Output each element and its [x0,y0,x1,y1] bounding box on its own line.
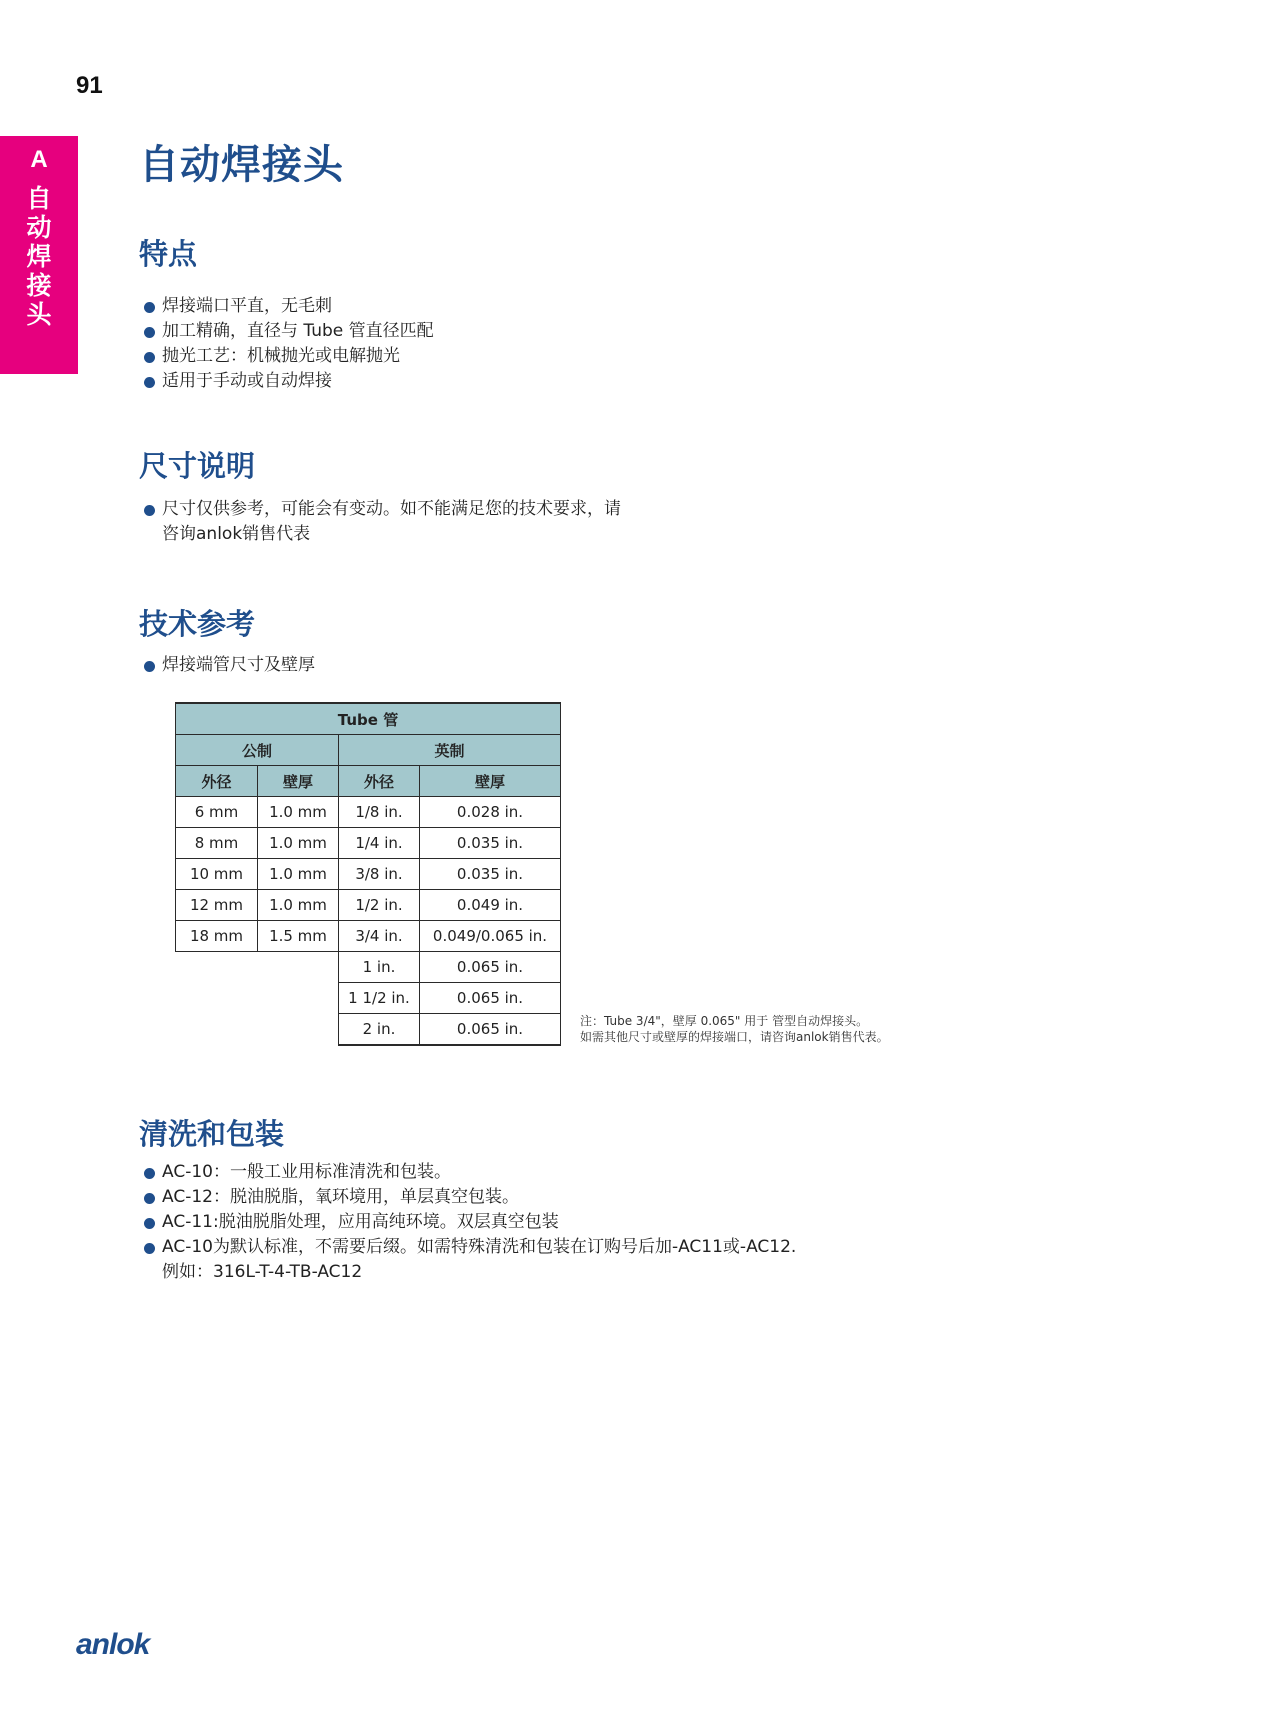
table-cell: 12 mm [176,890,258,921]
section-tab-char: 接 [26,271,52,300]
table-cell: 1/4 in. [339,828,420,859]
anlok-logo: anlok [76,1628,150,1661]
list-item: 焊接端管尺寸及壁厚 [142,653,315,678]
table-row [176,952,561,983]
table-row [176,921,561,952]
table-cell: 2 in. [339,1014,420,1046]
cleaning-list [142,1160,796,1285]
note-line: 如需其他尺寸或壁厚的焊接端口，请咨询anlok销售代表。 [580,1030,889,1044]
table-cell: 0.065 in. [420,1014,561,1046]
section-tab-char: 焊 [26,242,52,271]
table-cell: 0.028 in. [420,797,561,828]
table-cell: 8 mm [176,828,258,859]
table-row [176,828,561,859]
dimensions-list [142,497,621,547]
metric-header: 公制 [176,735,339,766]
table-row [176,797,561,828]
table-cell: 3/4 in. [339,921,420,952]
table-cell: 0.065 in. [420,952,561,983]
table-cell: 3/8 in. [339,859,420,890]
table-cell: 1/8 in. [339,797,420,828]
table-cell: 1.0 mm [258,890,339,921]
column-header: 壁厚 [420,766,561,797]
table-row [176,890,561,921]
column-header: 外径 [176,766,258,797]
note-line: 注：Tube 3/4"，壁厚 0.065" 用于 管型自动焊接头。 [580,1014,869,1028]
features-list [142,294,434,394]
tube-size-table [175,702,561,1046]
table-cell: 10 mm [176,859,258,890]
list-item: AC-10为默认标准，不需要后缀。如需特殊清洗和包装在订购号后加-AC11或-AC12. [142,1235,796,1260]
list-item: 加工精确，直径与 Tube 管直径匹配 [142,319,434,344]
page-title: 自动焊接头 [139,142,344,188]
table-title: Tube 管 [176,703,561,735]
section-tab-char: 头 [26,300,52,329]
table-cell: 1.0 mm [258,859,339,890]
table-cell: 1 in. [339,952,420,983]
tech-heading: 技术参考 [139,607,256,641]
empty-cell [176,952,339,983]
table-cell: 1 1/2 in. [339,983,420,1014]
list-item-continuation: 例如：316L-T-4-TB-AC12 [162,1262,363,1282]
features-heading: 特点 [139,237,198,271]
imperial-header: 英制 [339,735,561,766]
table-cell: 1/2 in. [339,890,420,921]
page-number: 91 [76,72,103,99]
cleaning-heading: 清洗和包装 [139,1117,285,1151]
list-item: 适用于手动或自动焊接 [142,369,434,394]
table-cell: 18 mm [176,921,258,952]
table-row [176,859,561,890]
section-tab [0,136,78,374]
section-tab-char: 自 [26,184,52,213]
table-cell: 0.035 in. [420,828,561,859]
list-item: AC-10：一般工业用标准清洗和包装。 [142,1160,796,1185]
table-cell: 0.065 in. [420,983,561,1014]
section-tab-char: 动 [26,213,52,242]
table-note [580,1013,889,1045]
list-item-continuation: 咨询anlok销售代表 [162,524,311,544]
dimensions-heading: 尺寸说明 [139,449,256,483]
table-cell: 0.049 in. [420,890,561,921]
table-row [176,983,561,1014]
table-cell: 0.035 in. [420,859,561,890]
empty-cell [176,1014,339,1046]
list-item: 焊接端口平直，无毛刺 [142,294,434,319]
table-cell: 6 mm [176,797,258,828]
tech-list [142,653,315,678]
table-cell: 1.5 mm [258,921,339,952]
list-item: AC-12：脱油脱脂，氧环境用，单层真空包装。 [142,1185,796,1210]
empty-cell [176,983,339,1014]
table-cell: 1.0 mm [258,797,339,828]
table-row [176,1014,561,1046]
section-tab-letter: A [30,146,48,173]
list-item: 尺寸仅供参考，可能会有变动。如不能满足您的技术要求，请 [142,497,621,522]
list-item: AC-11:脱油脱脂处理，应用高纯环境。双层真空包装 [142,1210,796,1235]
column-header: 壁厚 [258,766,339,797]
list-item: 抛光工艺：机械抛光或电解抛光 [142,344,434,369]
column-header: 外径 [339,766,420,797]
table-cell: 1.0 mm [258,828,339,859]
table-cell: 0.049/0.065 in. [420,921,561,952]
